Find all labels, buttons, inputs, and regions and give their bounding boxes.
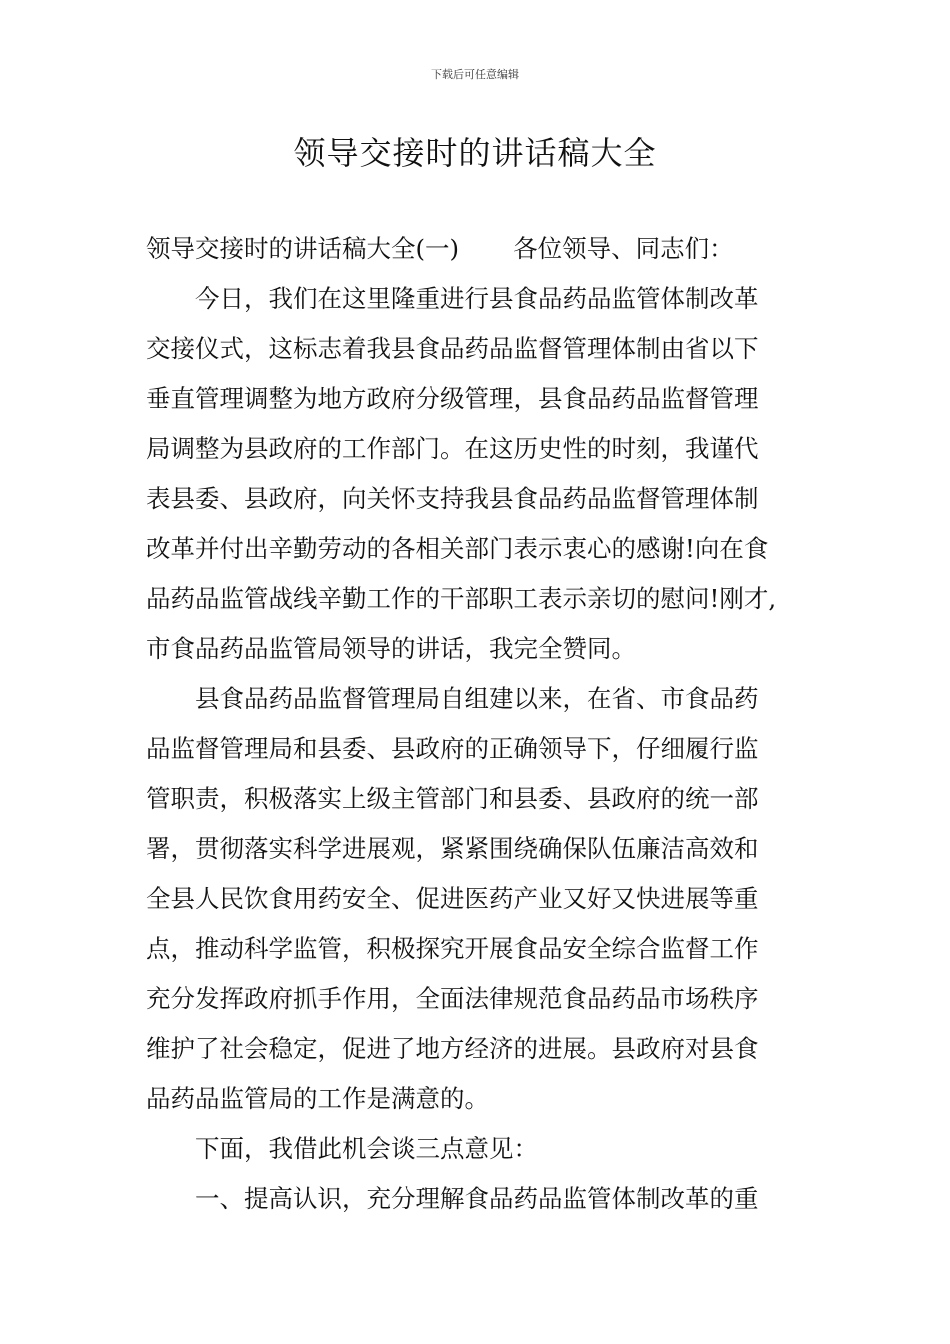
text-line: 下面，我借此机会谈三点意见： xyxy=(146,1134,538,1163)
text-line: 县食品药品监督管理局自组建以来，在省、市食品药 xyxy=(146,684,759,713)
text-line: 交接仪式，这标志着我县食品药品监督管理体制由省以下 xyxy=(146,334,759,363)
text-line: 署，贯彻落实科学进展观，紧紧围绕确保队伍廉洁高效和 xyxy=(146,834,759,863)
text-line: 表县委、县政府，向关怀支持我县食品药品监督管理体制 xyxy=(146,484,759,513)
text-line: 全县人民饮食用药安全、促进医药产业又好又快进展等重 xyxy=(146,884,759,913)
text-line: 维护了社会稳定，促进了地方经济的进展。县政府对县食 xyxy=(146,1034,759,1063)
document-title: 领导交接时的讲话稿大全 xyxy=(293,134,657,172)
salutation: 各位领导、同志们： xyxy=(513,234,734,263)
intro-line xyxy=(146,224,826,274)
text-line: 市食品药品监管局领导的讲话，我完全赞同。 xyxy=(146,634,636,663)
text-line: 点，推动科学监管，积极探究开展食品安全综合监督工作 xyxy=(146,934,759,963)
text-line: 品监督管理局和县委、县政府的正确领导下，仔细履行监 xyxy=(146,734,759,763)
text-line: 局调整为县政府的工作部门。在这历史性的时刻，我谨代 xyxy=(146,434,759,463)
text-line: 管职责，积极落实上级主管部门和县委、县政府的统一部 xyxy=(146,784,759,813)
header-note: 下载后可任意编辑 xyxy=(431,68,519,81)
text-line: 品药品监管战线辛勤工作的干部职工表示亲切的慰问!刚才, xyxy=(146,584,777,613)
text-line: 改革并付出辛勤劳动的各相关部门表示衷心的感谢!向在食 xyxy=(146,534,769,563)
text-line: 垂直管理调整为地方政府分级管理，县食品药品监督管理 xyxy=(146,384,759,413)
text-line: 充分发挥政府抓手作用，全面法律规范食品药品市场秩序 xyxy=(146,984,759,1013)
text-line: 一、提高认识，充分理解食品药品监管体制改革的重 xyxy=(146,1184,759,1213)
document-body xyxy=(146,224,826,1224)
section-heading: 领导交接时的讲话稿大全(一) xyxy=(146,234,460,263)
text-line: 品药品监管局的工作是满意的。 xyxy=(146,1084,489,1113)
text-line: 今日，我们在这里隆重进行县食品药品监管体制改革 xyxy=(146,284,759,313)
